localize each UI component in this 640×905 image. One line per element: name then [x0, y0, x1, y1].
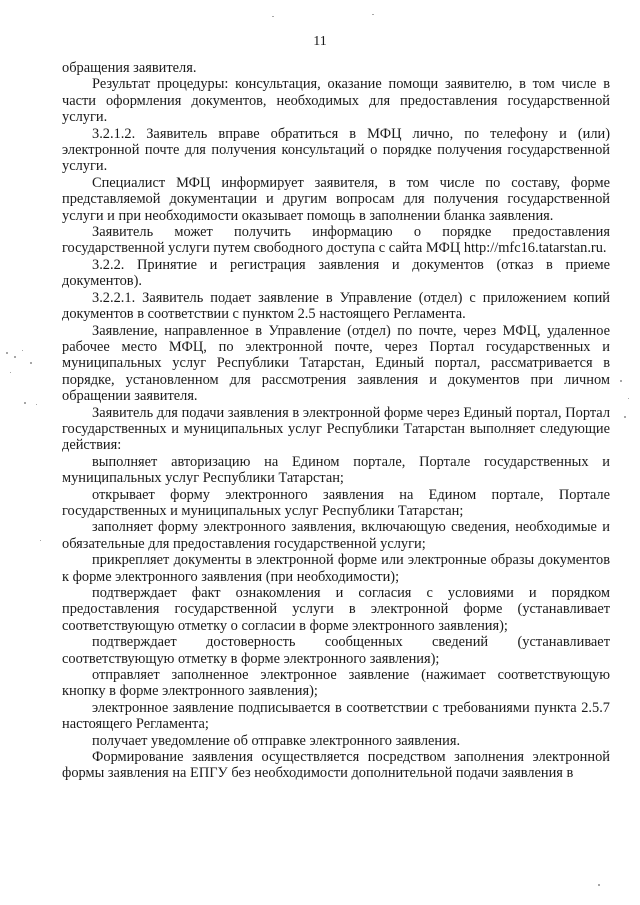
paragraph: 3.2.1.2. Заявитель вправе обратиться в МФЦ лично, по телефону и (или) электронной почте для получения консультаций о порядке получения государственной услуги. — [62, 125, 610, 175]
list-item: подтверждает достоверность сообщенных сведений (устанавливает соответствующую отметку в форме электронного заявления); — [62, 634, 610, 667]
scan-speck — [628, 398, 629, 399]
paragraph: 3.2.2. Принятие и регистрация заявления и документов (отказ в приеме документов). — [62, 256, 610, 290]
scan-speck — [372, 14, 374, 15]
scan-speck — [6, 352, 8, 354]
document-body — [62, 60, 610, 782]
paragraph: Специалист МФЦ информирует заявителя, в том числе по составу, форме представляемой документации и другим вопросам для получения государственной услуги и при необходимости оказывает помощь в заполнении бланка заявления. — [62, 174, 610, 224]
list-item: получает уведомление об отправке электронного заявления. — [92, 732, 461, 749]
list-item: открывает форму электронного заявления на Едином портале, Портале государственных и муниципальных услуг Республики Татарстан; — [62, 486, 610, 519]
scan-speck — [30, 362, 32, 364]
paragraph: Результат процедуры: консультация, оказание помощи заявителю, в том числе в части оформления документов, необходимых для предоставления государственной услуги. — [62, 76, 610, 126]
scan-speck — [14, 356, 16, 358]
paragraph: Заявитель для подачи заявления в электронной форме через Единый портал, Портал государственных и муниципальных услуг Республики Татарстан выполняет следующие действия: — [62, 404, 610, 454]
paragraph: Заявление, направленное в Управление (отдел) по почте, через МФЦ, удаленное рабочее место МФЦ, по электронной почте, через Портал государственных и муниципальных услуг Республики Татарстан, Единый портал, рассматривается в порядке, установленном для рассмотрения заявления и документов при личном обращении заявителя. — [62, 322, 610, 405]
scan-speck — [620, 380, 622, 382]
list-item: заполняет форму электронного заявления, включающую сведения, необходимые и обязательные для предоставления государственной услуги; — [62, 519, 610, 552]
page-number: 11 — [313, 34, 327, 49]
scan-speck — [598, 884, 600, 886]
list-item: подтверждает факт ознакомления и согласия с условиями и порядком предоставления государственной услуги в электронной форме (устанавливает соответствующую отметку о согласии в форме электронного заявления); — [62, 585, 610, 634]
scan-speck — [24, 402, 26, 404]
scan-speck — [40, 540, 41, 541]
list-item: отправляет заполненное электронное заявление (нажимает соответствующую кнопку в форме электронного заявления); — [62, 667, 610, 700]
scan-speck — [10, 372, 11, 373]
paragraph: обращения заявителя. — [62, 60, 197, 76]
scan-speck — [272, 16, 274, 17]
paragraph: 3.2.2.1. Заявитель подает заявление в Управление (отдел) с приложением копий документов в соответствии с пунктом 2.5 настоящего Регламента. — [62, 289, 610, 323]
list-item: прикрепляет документы в электронной форме или электронные образы документов к форме электронного заявления (при необходимости); — [62, 552, 610, 585]
paragraph: Формирование заявления осуществляется посредством заполнения электронной формы заявления на ЕПГУ без необходимости дополнительной подачи заявления в — [62, 749, 610, 782]
list-item: выполняет авторизацию на Едином портале, Портале государственных и муниципальных услуг Республики Татарстан; — [62, 453, 610, 487]
list-item: электронное заявление подписывается в соответствии с требованиями пункта 2.5.7 настоящего Регламента; — [62, 699, 610, 733]
scan-speck — [624, 416, 626, 418]
paragraph: Заявитель может получить информацию о порядке предоставления государственной услуги путем свободного доступа с сайта МФЦ http://mfc16.tatarstan.ru. — [62, 224, 610, 257]
scan-speck — [36, 404, 37, 405]
scan-speck — [22, 350, 23, 351]
